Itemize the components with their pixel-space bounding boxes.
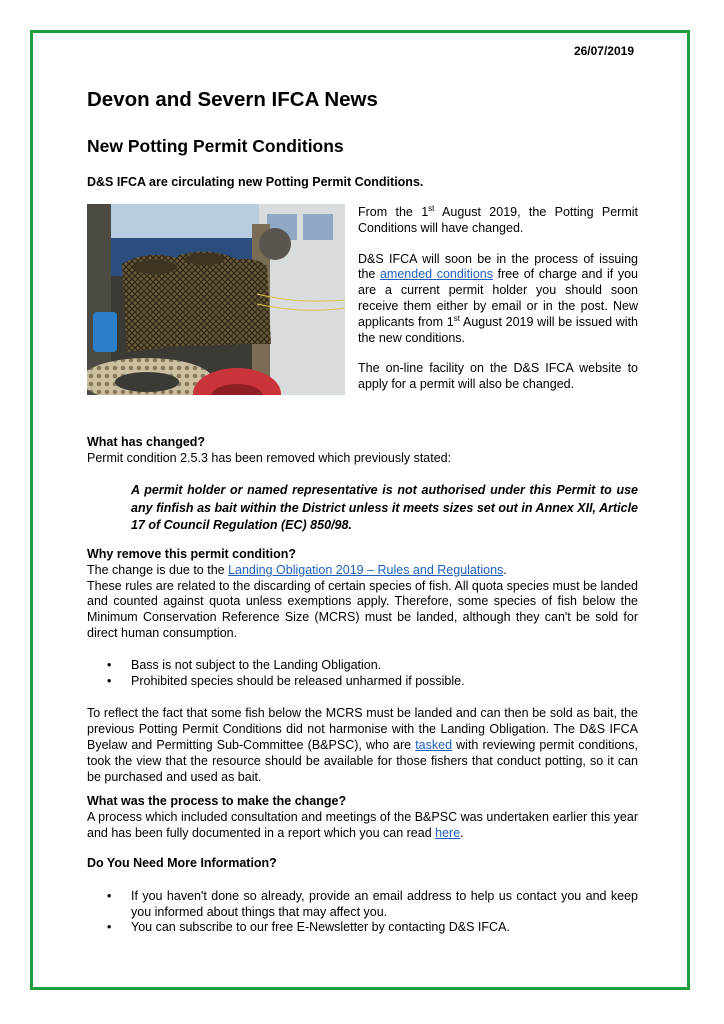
removed-condition-quote: A permit holder or named representative is not authorised under this Permit to use any finfish as bait within the District unless it meets sizes set out in Annex XII, Article 17 of Council Regulation (EC) 850/98. [131,483,638,532]
intro-paragraph-3: The on-line facility on the D&S IFCA website to apply for a permit will also be changed. [358,361,638,392]
landing-obligation-link[interactable]: Landing Obligation 2019 – Rules and Regulations [228,562,504,577]
tasked-link[interactable]: tasked [415,737,453,752]
article-headline: New Potting Permit Conditions [87,136,344,156]
process-section [87,794,638,841]
intro-paragraph-2: D&S IFCA will soon be in the process of issuing the amended conditions free of charge and if you are a current permit holder you should soon receive them either by email or in the post. New applicants from 1st August 2019 will be issued with the new conditions. [358,251,639,345]
list-item: • Prohibited species should be released unharmed if possible. [107,673,465,688]
more-info-section [87,856,638,936]
list-item: • Bass is not subject to the Landing Obligation. [107,657,382,672]
article-lead: D&S IFCA are circulating new Potting Permit Conditions. [87,175,424,189]
process-heading: What was the process to make the change? [87,794,347,808]
why-remove-explanation: These rules are related to the discarding of certain species of fish. All quota species must be landed and counted against quota unless exemptions apply. Therefore, some species of fish below the Minimum Conservation Reference Size (MCRS) must be landed, although they can't be sold for direct human consumption. [87,578,639,640]
why-remove-intro: The change is due to the Landing Obligation 2019 – Rules and Regulations. [87,562,507,577]
intro-paragraph-1: From the 1st August 2019, the Potting Permit Conditions will have changed. [358,203,639,235]
why-remove-heading: Why remove this permit condition? [87,547,297,561]
why-remove-section [87,547,638,785]
what-changed-text: Permit condition 2.5.3 has been removed which previously stated: [87,450,452,465]
fishing-boat-pots-photo [87,204,345,395]
newsletter-title: Devon and Severn IFCA News [87,88,378,111]
list-item: • If you haven't done so already, provide an email address to help us contact you and keep you informed about things that may affect you. [107,888,638,919]
more-info-bullets [87,889,638,936]
amended-conditions-link[interactable]: amended conditions [379,267,493,282]
what-changed-section [87,435,638,467]
report-here-link[interactable]: here [435,825,461,840]
more-info-heading: Do You Need More Information? [87,856,277,870]
landing-obligation-bullets [87,658,638,690]
issue-date: 26/07/2019 [573,44,634,58]
intro-text [358,205,638,408]
why-remove-paragraph: To reflect the fact that some fish below the MCRS must be landed and can then be sold as bait, the previous Potting Permit Conditions did not harmonise with the Landing Obligation. The D&S IFCA Byelaw and Permitting Sub-Committee (B&PSC), who are tasked with reviewing permit conditions, took the view that the resource should be available for those fishers that conduct potting, so it can be purchased and used as bait. [87,706,638,784]
process-text: A process which included consultation and meetings of the B&PSC was undertaken earlier this year and has been fully documented in a report which you can read here. [87,809,638,840]
list-item: • You can subscribe to our free E-Newsletter by contacting D&S IFCA. [107,920,510,935]
what-changed-heading: What has changed? [87,435,206,449]
